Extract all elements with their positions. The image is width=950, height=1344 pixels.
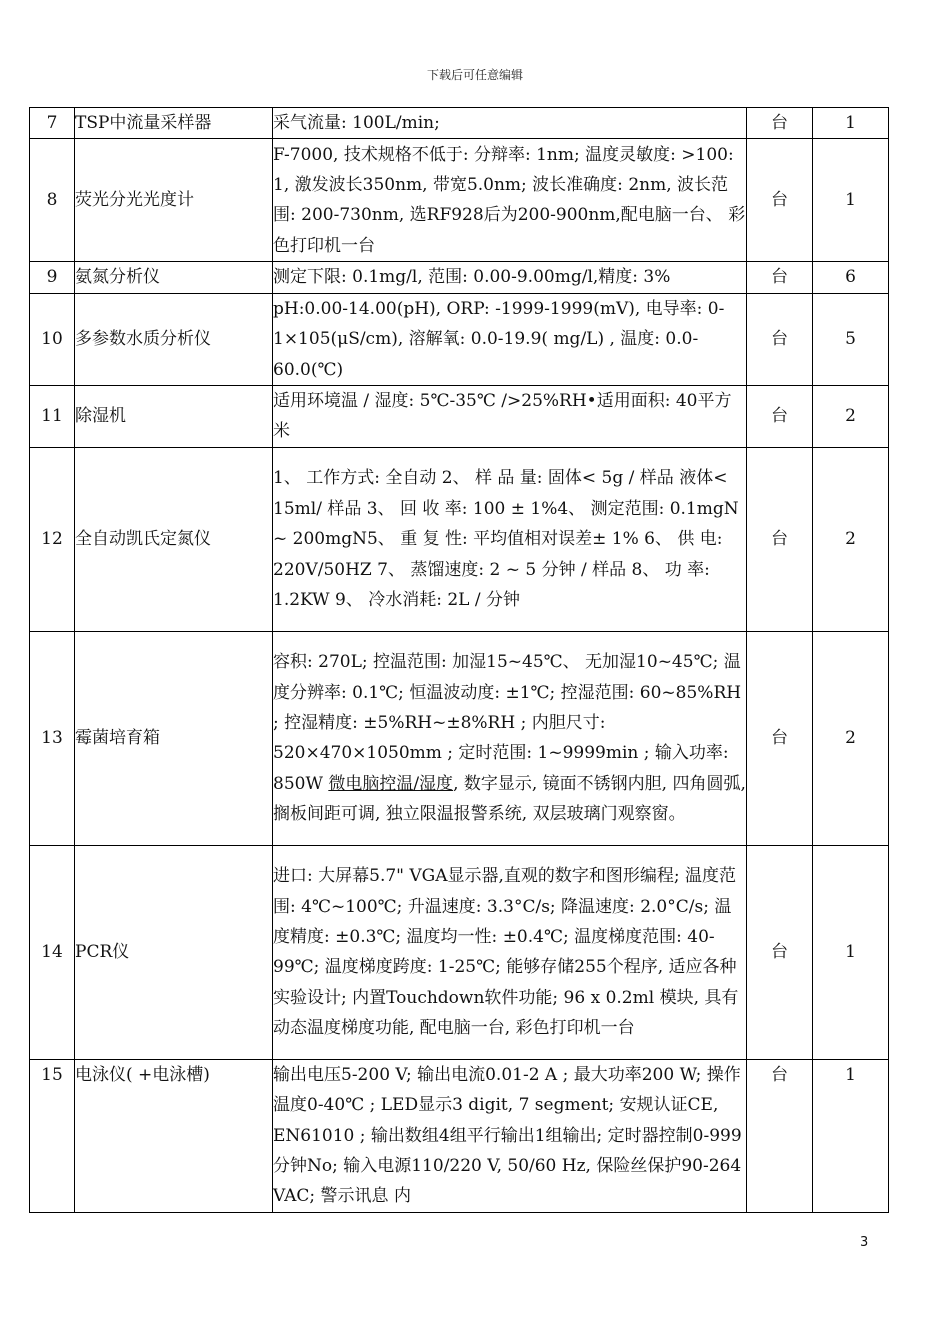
item-spec: 测定下限: 0.1mg/l, 范围: 0.00-9.00mg/l,精度: 3% <box>273 262 747 293</box>
item-quantity: 5 <box>813 293 889 385</box>
item-unit: 台 <box>747 845 813 1059</box>
table-row <box>30 1059 889 1212</box>
item-unit: 台 <box>747 447 813 631</box>
item-number: 15 <box>30 1059 75 1212</box>
item-number: 7 <box>30 108 75 139</box>
item-quantity: 1 <box>813 1059 889 1212</box>
equipment-spec-table <box>29 107 889 1213</box>
item-spec: 输出电压5-200 V; 输出电流0.01-2 A ; 最大功率200 W; 操作温度0-40℃ ; LED显示3 digit, 7 segment; 安规认证CE, EN61010 ; 输出数组4组平行输出1组输出; 定时器控制0-999分钟No; 输入电源110/220 V, 50/60 Hz, 保险丝保护90-264 VAC; 警示讯息 内 <box>273 1059 747 1212</box>
item-number: 14 <box>30 845 75 1059</box>
item-name: 电泳仪( +电泳槽) <box>75 1059 273 1212</box>
item-unit: 台 <box>747 1059 813 1212</box>
page-header: 下载后可任意编辑 <box>426 68 523 82</box>
table-row <box>30 631 889 845</box>
item-number: 13 <box>30 631 75 845</box>
item-name: TSP中流量采样器 <box>75 108 273 139</box>
table-row <box>30 845 889 1059</box>
item-spec: 进口: 大屏幕5.7" VGA显示器,直观的数字和图形编程; 温度范围: 4℃~100℃; 升温速度: 3.3°C/s; 降温速度: 2.0°C/s; 温度精度: ±0.3℃; 温度均一性: ±0.4℃; 温度梯度范围: 40-99℃; 温度梯度跨度: 1-25℃; 能够存储255个程序, 适应各种实验设计; 内置Touchdown软件功能; 96 x 0.2ml 模块, 具有动态温度梯度功能, 配电脑一台, 彩色打印机一台 <box>273 845 747 1059</box>
item-name: 氨氮分析仪 <box>75 262 273 293</box>
table-row <box>30 108 889 139</box>
spec-text: 容积: 270L; 控温范围: 加湿15~45℃、 无加湿10~45℃; 温度分辨率: 0.1℃; 恒温波动度: ±1℃; 控湿范围: 60~85%RH ; 控湿精度: ±5%RH~±8%RH ; 内胆尺寸: 520×470×1050mm ; 定时范围: 1~9999min ; 输入功率: 850W <box>273 652 742 794</box>
table-row <box>30 447 889 631</box>
item-name: 多参数水质分析仪 <box>75 293 273 385</box>
item-unit: 台 <box>747 262 813 293</box>
table-row <box>30 293 889 385</box>
spec-text: , 数字显示, 镜面不锈钢内胆, 四角圆弧, 搁板间距可调, 独立限温报警系统, 双层玻璃门观察窗。 <box>273 773 746 825</box>
item-name: 除湿机 <box>75 386 273 448</box>
item-quantity: 2 <box>813 386 889 448</box>
item-spec: F-7000, 技术规格不低于: 分辩率: 1nm; 温度灵敏度: >100: 1, 激发波长350nm, 带宽5.0nm; 波长准确度: 2nm, 波长范围: 200-730nm, 选RF928后为200-900nm,配电脑一台、 彩色打印机一台 <box>273 139 747 262</box>
table-row <box>30 386 889 448</box>
item-number: 11 <box>30 386 75 448</box>
item-quantity: 1 <box>813 139 889 262</box>
item-name: 全自动凯氏定氮仪 <box>75 447 273 631</box>
item-spec: pH:0.00-14.00(pH), ORP: -1999-1999(mV), 电导率: 0-1×105(μS/cm), 溶解氧: 0.0-19.9( mg/L) , 温度: 0.0-60.0(℃) <box>273 293 747 385</box>
table-row <box>30 139 889 262</box>
item-number: 12 <box>30 447 75 631</box>
underlined-spec-text: 微电脑控温/湿度 <box>328 773 454 794</box>
item-name: 荧光分光光度计 <box>75 139 273 262</box>
item-quantity: 1 <box>813 845 889 1059</box>
item-quantity: 1 <box>813 108 889 139</box>
item-name: 霉菌培育箱 <box>75 631 273 845</box>
item-unit: 台 <box>747 386 813 448</box>
table-row <box>30 262 889 293</box>
item-name: PCR仪 <box>75 845 273 1059</box>
item-unit: 台 <box>747 139 813 262</box>
item-unit: 台 <box>747 108 813 139</box>
item-spec: 采气流量: 100L/min; <box>273 108 747 139</box>
item-number: 9 <box>30 262 75 293</box>
item-number: 8 <box>30 139 75 262</box>
item-quantity: 6 <box>813 262 889 293</box>
item-number: 10 <box>30 293 75 385</box>
item-quantity: 2 <box>813 447 889 631</box>
item-unit: 台 <box>747 631 813 845</box>
item-spec: 适用环境温 / 湿度: 5℃-35℃ />25%RH•适用面积: 40平方米 <box>273 386 747 448</box>
page-number: 3 <box>860 1235 869 1250</box>
item-spec <box>273 631 747 845</box>
item-spec: 1、 工作方式: 全自动 2、 样 品 量: 固体< 5g / 样品 液体< 15ml/ 样品 3、 回 收 率: 100 ± 1%4、 测定范围: 0.1mgN ~ 200mgN5、 重 复 性: 平均值相对误差± 1% 6、 供 电: 220V/50HZ 7、 蒸馏速度: 2 ~ 5 分钟 / 样品 8、 功 率: 1.2KW 9、 冷水消耗: 2L / 分钟 <box>273 447 747 631</box>
item-unit: 台 <box>747 293 813 385</box>
item-quantity: 2 <box>813 631 889 845</box>
